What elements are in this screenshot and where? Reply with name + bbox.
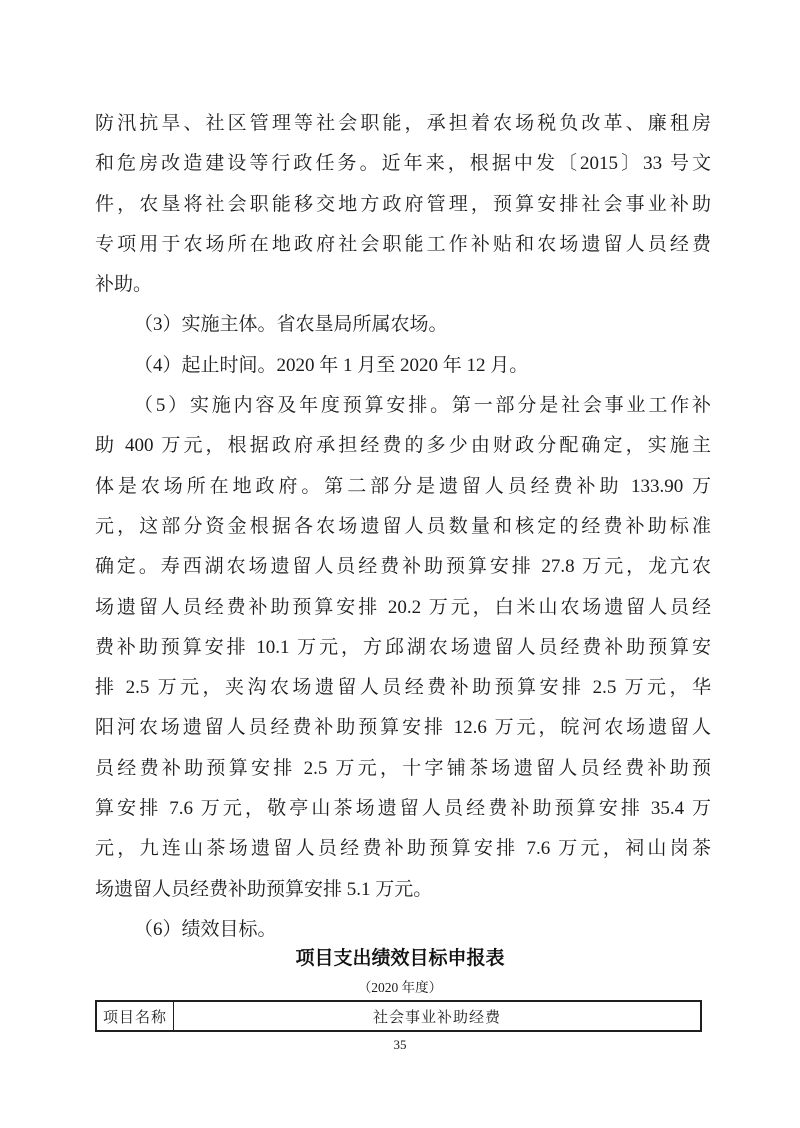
body-text-line: （5）实施内容及年度预算安排。第一部分是社会事业工作补 [134, 395, 711, 417]
body-text-line: （3）实施主体。省农垦局所属农场。 [134, 314, 448, 336]
table-cell-project-name-label: 项目名称 [97, 1002, 174, 1030]
body-text-line: 元，这部分资金根据各农场遗留人员数量和核定的经费补助标准 [95, 515, 711, 537]
performance-target-table [95, 1000, 702, 1032]
body-text-line: 算安排 7.6 万元，敬亭山茶场遗留人员经费补助预算安排 35.4 万 [95, 798, 711, 820]
body-text-block [95, 104, 711, 950]
body-text-line: 员经费补助预算安排 2.5 万元，十字铺茶场遗留人员经费补助预 [95, 757, 711, 779]
body-text-line: 场遗留人员经费补助预算安排 20.2 万元，白米山农场遗留人员经 [95, 596, 711, 618]
body-text-line: （6）绩效目标。 [134, 918, 277, 940]
body-text-line: 阳河农场遗留人员经费补助预算安排 12.6 万元，皖河农场遗留人 [95, 717, 711, 739]
table-cell-project-name-value: 社会事业补助经费 [372, 1009, 501, 1026]
body-text-line: 体是农场所在地政府。第二部分是遗留人员经费补助 133.90 万 [95, 475, 711, 497]
body-text-line: 和危房改造建设等行政任务。近年来，根据中发〔2015〕33 号文 [95, 153, 711, 175]
body-text-line: 助 400 万元，根据政府承担经费的多少由财政分配确定，实施主 [95, 435, 711, 457]
body-text-line: 防汛抗旱、社区管理等社会职能，承担着农场税负改革、廉租房 [95, 113, 711, 134]
body-text-line: 确定。寿西湖农场遗留人员经费补助预算安排 27.8 万元，龙亢农 [95, 556, 711, 578]
performance-table-title: 项目支出绩效目标申报表 [295, 948, 505, 969]
page-number: 35 [393, 1037, 407, 1052]
performance-table-year-subtitle: （2020 年度） [357, 980, 443, 995]
body-text-line: 费补助预算安排 10.1 万元，方邱湖农场遗留人员经费补助预算安 [95, 636, 711, 658]
body-text-line: 元，九连山茶场遗留人员经费补助预算安排 7.6 万元，祠山岗茶 [95, 838, 711, 860]
body-text-line: 件，农垦将社会职能移交地方政府管理，预算安排社会事业补助 [95, 193, 711, 215]
body-text-line: 场遗留人员经费补助预算安排 5.1 万元。 [95, 878, 433, 900]
body-text-line: 排 2.5 万元，夹沟农场遗留人员经费补助预算安排 2.5 万元，华 [95, 677, 711, 699]
body-text-line: （4）起止时间。2020 年 1 月至 2020 年 12 月。 [134, 354, 529, 376]
body-text-line: 专项用于农场所在地政府社会职能工作补贴和农场遗留人员经费 [95, 233, 711, 255]
body-text-line: 补助。 [95, 274, 153, 296]
